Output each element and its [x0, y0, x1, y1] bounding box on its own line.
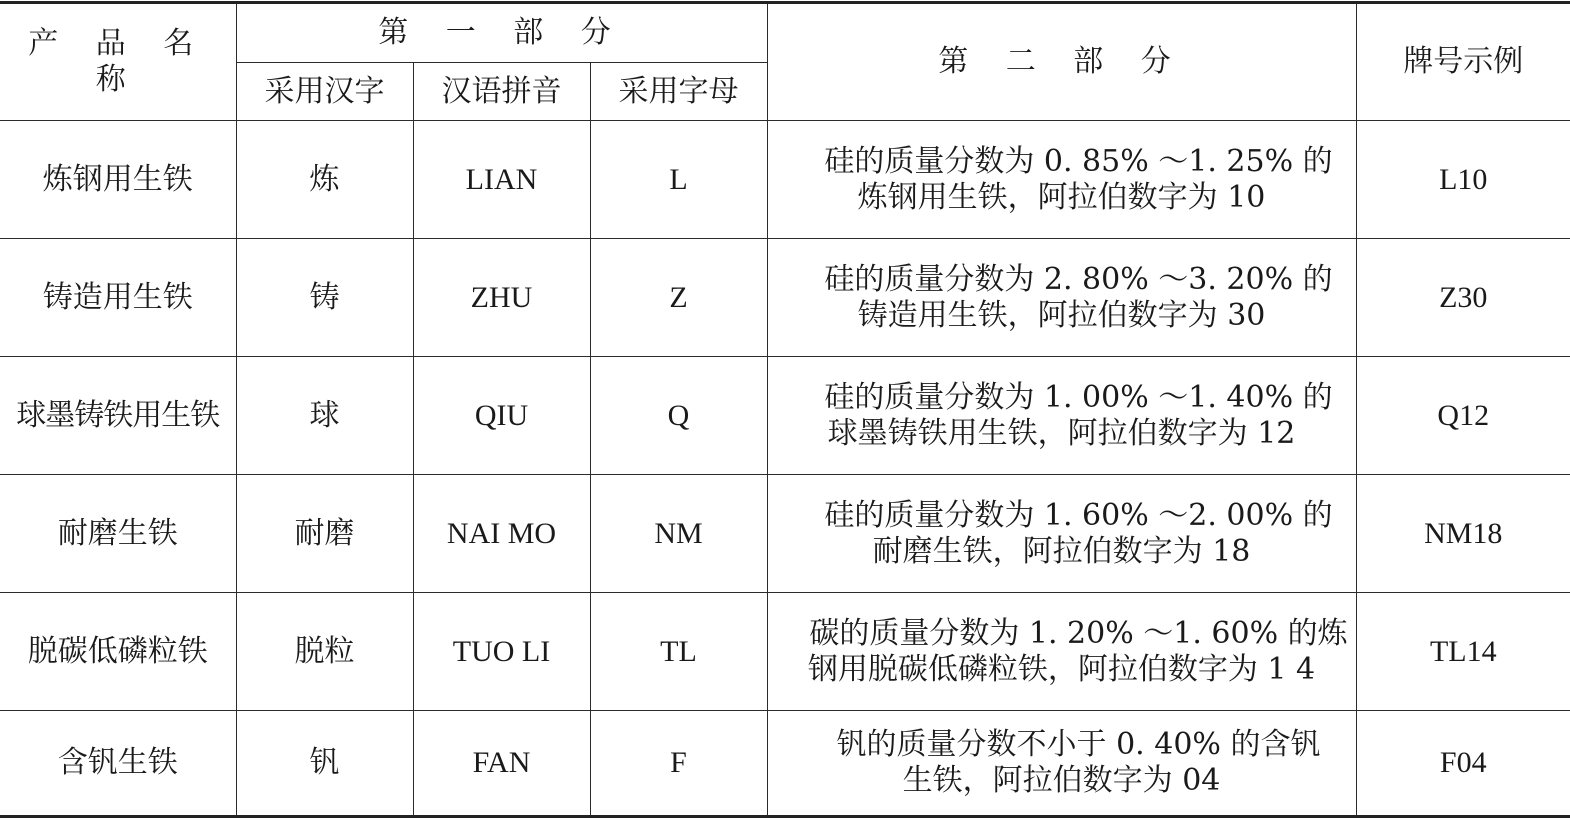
header-product-name: 产 品 名 称: [0, 3, 236, 121]
description-line-2: 球墨铸铁用生铁，阿拉伯数字为 12: [827, 415, 1296, 451]
subheader-hanzi: 采用汉字: [236, 63, 413, 121]
description-line-1: 硅的质量分数为 1. 00% ～1. 40% 的: [824, 379, 1333, 415]
hanzi-cell: 炼: [236, 121, 413, 239]
letter-cell: TL: [590, 593, 767, 711]
description-cell: [767, 711, 1356, 817]
description-cell: [767, 357, 1356, 475]
grade-example-cell: Q12: [1356, 357, 1570, 475]
description-line-2: 生铁，阿拉伯数字为 04: [902, 763, 1221, 798]
pinyin-cell: FAN: [413, 711, 590, 817]
description-line-1: 钒的质量分数不小于 0. 40% 的含钒: [836, 727, 1321, 762]
header-part-one: 第 一 部 分: [236, 3, 767, 63]
description-line-2: 钢用脱碳低磷粒铁，阿拉伯数字为 1 4: [807, 651, 1316, 687]
hanzi-cell: 铸: [236, 239, 413, 357]
product-name-cell: 球墨铸铁用生铁: [0, 357, 236, 475]
description-line-1: 硅的质量分数为 2. 80% ～3. 20% 的: [824, 261, 1333, 297]
table-row: [0, 239, 1570, 357]
header-grade-example: 牌号示例: [1356, 3, 1570, 121]
description-line-1: 硅的质量分数为 1. 60% ～2. 00% 的: [824, 497, 1333, 533]
product-name-cell: 铸造用生铁: [0, 239, 236, 357]
hanzi-cell: 球: [236, 357, 413, 475]
header-row-1: [0, 3, 1570, 63]
table-row: [0, 593, 1570, 711]
description-line-2: 铸造用生铁，阿拉伯数字为 30: [857, 297, 1266, 333]
table-row: [0, 121, 1570, 239]
table-row: [0, 357, 1570, 475]
pinyin-cell: TUO LI: [413, 593, 590, 711]
grade-example-cell: Z30: [1356, 239, 1570, 357]
product-name-cell: 脱碳低磷粒铁: [0, 593, 236, 711]
description-line-2: 耐磨生铁，阿拉伯数字为 18: [872, 533, 1251, 569]
pinyin-cell: ZHU: [413, 239, 590, 357]
grade-example-cell: TL14: [1356, 593, 1570, 711]
description-cell: [767, 121, 1356, 239]
description-line-2: 炼钢用生铁，阿拉伯数字为 10: [857, 179, 1266, 215]
description-cell: [767, 475, 1356, 593]
pinyin-cell: QIU: [413, 357, 590, 475]
letter-cell: Q: [590, 357, 767, 475]
product-name-cell: 含钒生铁: [0, 711, 236, 817]
pinyin-cell: LIAN: [413, 121, 590, 239]
table-row: [0, 475, 1570, 593]
product-name-cell: 炼钢用生铁: [0, 121, 236, 239]
product-name-cell: 耐磨生铁: [0, 475, 236, 593]
grade-example-cell: NM18: [1356, 475, 1570, 593]
pinyin-cell: NAI MO: [413, 475, 590, 593]
pig-iron-grade-table: [0, 1, 1570, 818]
letter-cell: NM: [590, 475, 767, 593]
letter-cell: L: [590, 121, 767, 239]
hanzi-cell: 钒: [236, 711, 413, 817]
hanzi-cell: 脱粒: [236, 593, 413, 711]
table-row: [0, 711, 1570, 817]
grade-example-cell: F04: [1356, 711, 1570, 817]
description-cell: [767, 239, 1356, 357]
grade-example-cell: L10: [1356, 121, 1570, 239]
header-part-two: 第 二 部 分: [767, 3, 1356, 121]
description-line-1: 碳的质量分数为 1. 20% ～1. 60% 的炼: [809, 615, 1348, 651]
subheader-pinyin: 汉语拼音: [413, 63, 590, 121]
letter-cell: F: [590, 711, 767, 817]
letter-cell: Z: [590, 239, 767, 357]
description-line-1: 硅的质量分数为 0. 85% ～1. 25% 的: [824, 143, 1333, 179]
subheader-letter: 采用字母: [590, 63, 767, 121]
description-cell: [767, 593, 1356, 711]
hanzi-cell: 耐磨: [236, 475, 413, 593]
